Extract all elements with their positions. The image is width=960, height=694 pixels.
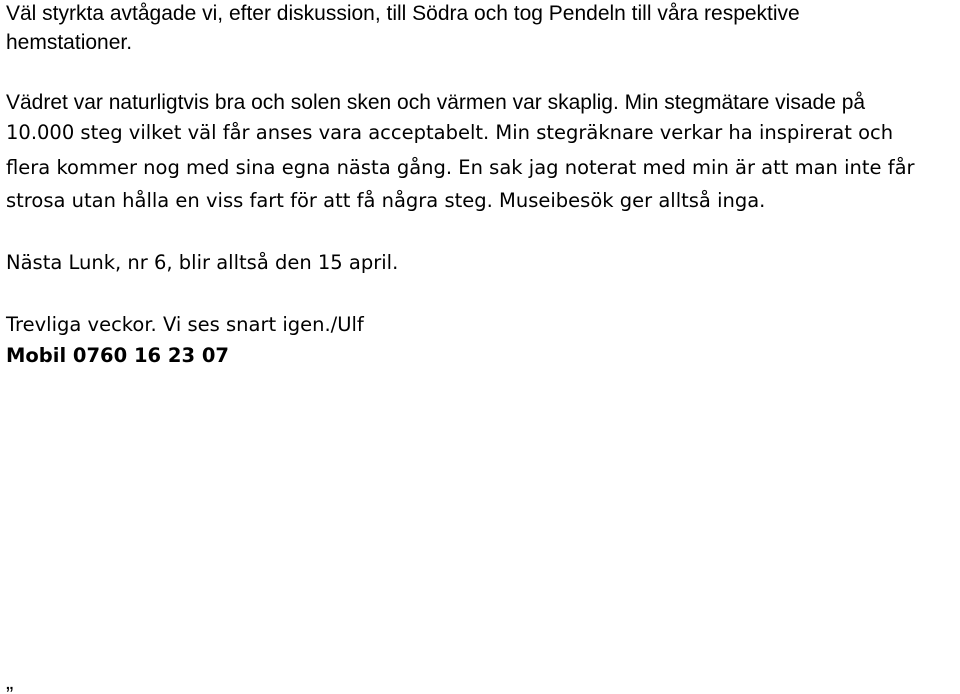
- closing-greeting: Trevliga veckor. Vi ses snart igen./Ulf: [6, 313, 364, 336]
- paragraph2-line3: flera kommer nog med sina egna nästa gång. En sak jag noterat med min är att man inte får: [6, 156, 915, 179]
- paragraph2-line2: 10.000 steg vilket väl får anses vara acceptabelt. Min stegräknare verkar ha inspirerat och: [6, 121, 894, 144]
- paragraph1-line2: hemstationer.: [6, 31, 133, 54]
- closing-phone: Mobil 0760 16 23 07: [6, 344, 229, 367]
- paragraph2-line1: Vädret var naturligtvis bra och solen sken och värmen var skaplig. Min stegmätare visade på: [6, 91, 866, 114]
- paragraph1-line1: Väl styrkta avtågade vi, efter diskussion, till Södra och tog Pendeln till våra respektive: [6, 2, 800, 25]
- paragraph2-line4: strosa utan hålla en viss fart för att få några steg. Museibesök ger alltså inga.: [6, 189, 766, 212]
- trailing-quote-mark: „: [6, 669, 14, 694]
- paragraph3-line1: Nästa Lunk, nr 6, blir alltså den 15 april.: [6, 251, 399, 274]
